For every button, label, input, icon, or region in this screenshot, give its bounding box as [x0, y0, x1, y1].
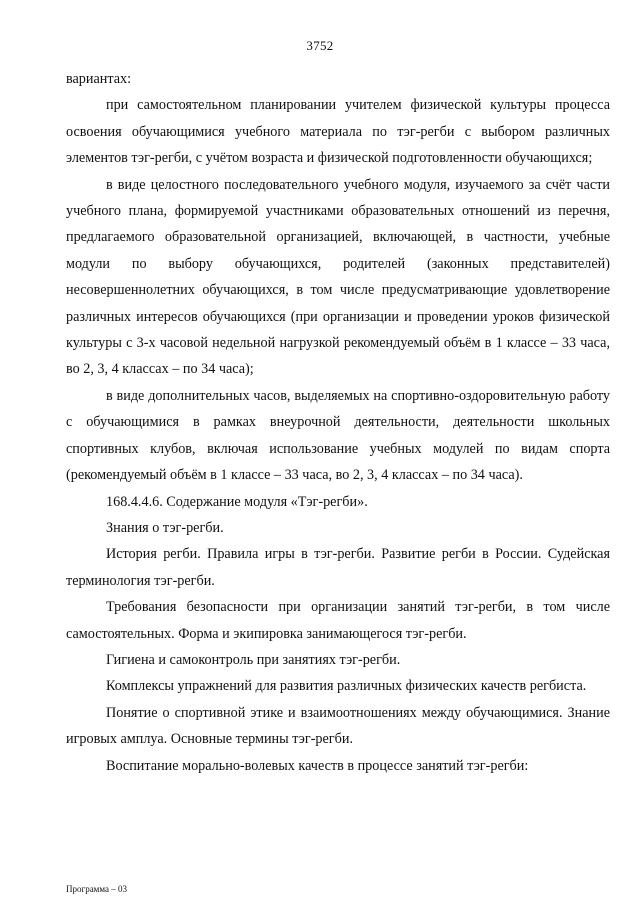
subsection-heading: Знания о тэг-регби.: [106, 519, 224, 536]
paragraph-history: История регби. Правила игры в тэг-регби. Развитие регби в России. Судейская терминология тэг-регби.: [66, 546, 610, 589]
paragraph-module-option: в виде целостного последовательного учебного модуля, изучаемого за счёт части учебного плана, формируемой участниками образовательных отношений из перечня, предлагаемого образовательной организацией, включающей, в частности, учебные модули по выбору обучающихся, родителей (законных представителей) несовершеннолетних обучающихся, в том числе предусматривающие удовлетворение различных интересов обучающихся (при организации и проведении уроков физической культуры с 3-х часовой недельной нагрузкой рекомендуемый объём в 1 классе – 33 часа, во 2, 3, 4 классах – по 34 часа);: [66, 176, 610, 378]
paragraph-moral-qualities: Воспитание морально-волевых качеств в процессе занятий тэг-регби:: [106, 757, 529, 774]
section-heading: 168.4.4.6. Содержание модуля «Тэг-регби».: [106, 493, 368, 510]
paragraph-exercises: Комплексы упражнений для развития различных физических качеств регбиста.: [106, 678, 587, 695]
paragraph-variants-intro: вариантах:: [66, 71, 132, 87]
paragraph-safety: Требования безопасности при организации занятий тэг-регби, в том числе самостоятельных. Форма и экипировка занимающегося тэг-регби.: [66, 599, 610, 642]
paragraph-hygiene: Гигиена и самоконтроль при занятиях тэг-регби.: [106, 651, 401, 668]
paragraph-extra-hours: в виде дополнительных часов, выделяемых на спортивно-оздоровительную работу с обучающимися в рамках внеурочной деятельности, деятельности школьных спортивных клубов, включая использование учебных модулей по видам спорта (рекомендуемый объём в 1 классе – 33 часа, во 2, 3, 4 классах – по 34 часа).: [66, 387, 610, 484]
paragraph-self-planning: при самостоятельном планировании учителем физической культуры процесса освоения обучающимися учебного материала по тэг-регби с выбором различных элементов тэг-регби, с учётом возраста и физической подготовленности обучающихся;: [66, 97, 610, 167]
footer-label: Программа – 03: [66, 884, 128, 894]
paragraph-ethics: Понятие о спортивной этике и взаимоотношениях между обучающимися. Знание игровых амплуа. Основные термины тэг-регби.: [66, 704, 610, 748]
page-number: 3752: [306, 38, 334, 53]
document-body: [66, 66, 610, 779]
